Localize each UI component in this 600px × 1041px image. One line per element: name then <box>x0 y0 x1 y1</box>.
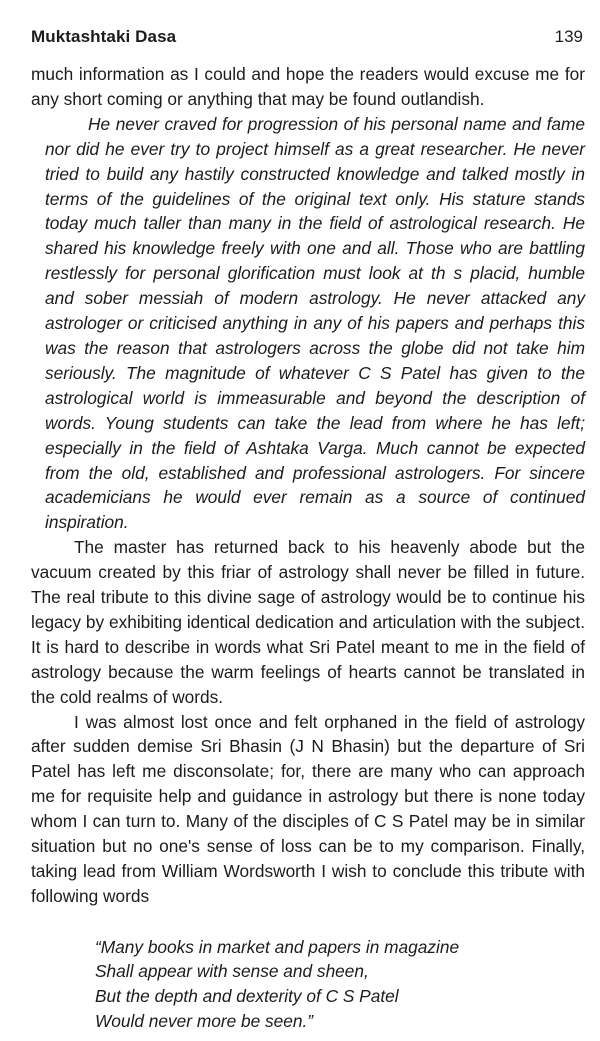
book-page <box>31 26 585 1033</box>
running-head <box>31 26 585 48</box>
paragraph-orphaned: I was almost lost once and felt orphaned in the field of astrology after sudden demise Sri Bhasin (J N Bhasin) but the departure of Sri Patel has left me disconsolate; for, there are many who can approach me for requisite help and guidance in astrology but there is none today whom I can turn to. Many of the disciples of C S Patel may be in similar situation but no one's sense of loss can be to my comparison. Finally, taking lead from William Wordsworth I wish to conclude this tribute with following words <box>31 711 585 906</box>
page-number: 139 <box>554 27 583 46</box>
verse-line: “Many books in market and papers in magazine <box>95 936 460 957</box>
running-title: Muktashtaki Dasa <box>31 27 177 46</box>
closing-verse <box>31 935 585 1033</box>
paragraph-italic-tribute: He never craved for progression of his personal name and fame nor did he ever try to project himself as a great researcher. He never tried to build any hastily constructed knowledge and talked mostly in terms of the guidelines of the original text only. His stature stands today much taller than many in the field of astrological research. He shared his knowledge freely with one and all. Those who are battling restlessly for personal glorification must look at th s placid, humble and sober messiah of modern astrology. He never attacked any astrologer or criticised anything in any of his papers and perhaps this was the reason that astrologers across the globe did not take him seriously. The magnitude of whatever C S Patel has given to the astrological world is immeasurable and beyond the description of words. Young students can take the lead from where he has left; especially in the field of Ashtaka Varga. Much cannot be expected from the old, established and professional astrologers. For sincere academicians he would ever remain as a source of continued inspiration. <box>45 113 585 533</box>
paragraph-continuation: much information as I could and hope the readers would excuse me for any short coming or anything that may be found outlandish. <box>31 64 585 109</box>
body-text <box>31 62 585 909</box>
verse-line: But the depth and dexterity of C S Patel <box>95 986 399 1006</box>
verse-line: Would never more be seen.” <box>95 1010 314 1031</box>
verse-line: Shall appear with sense and sheen, <box>95 961 369 982</box>
paragraph-master-returned: The master has returned back to his heavenly abode but the vacuum created by this friar of astrology shall never be filled in future. The real tribute to this divine sage of astrology would be to continue his legacy by exhibiting identical dedication and articulation with the subject. It is hard to describe in words what Sri Patel meant to me in the field of astrology because the warm feelings of hearts cannot be translated in the cold realms of words. <box>31 537 585 707</box>
